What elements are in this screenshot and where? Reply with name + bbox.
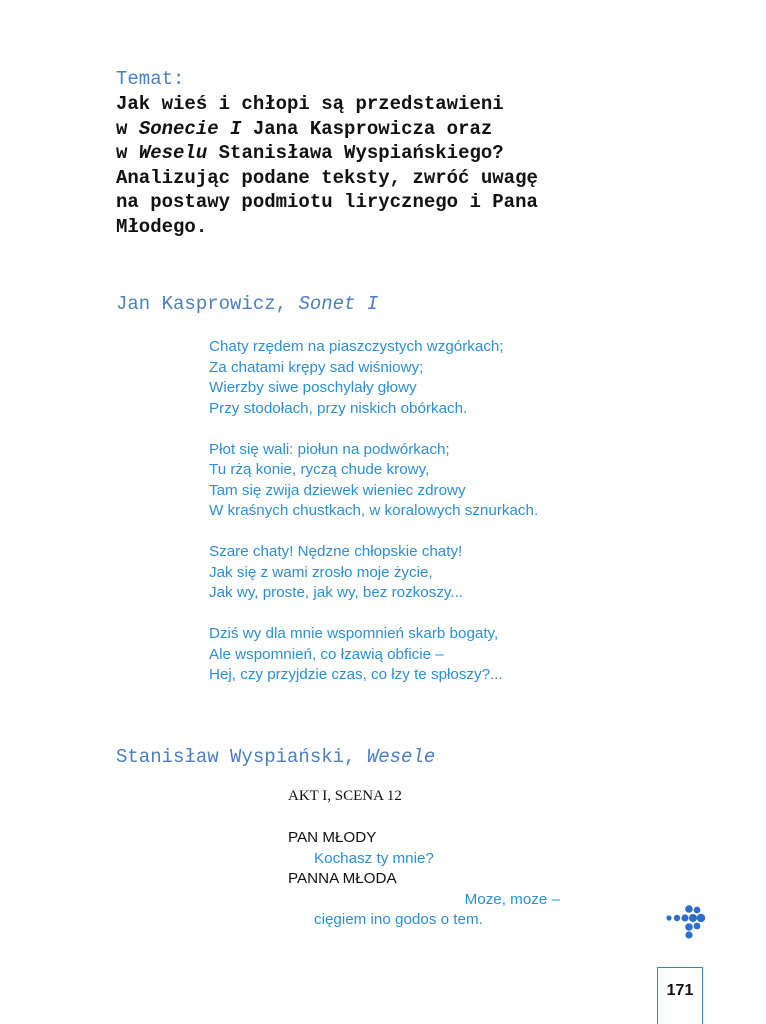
wesele-title: Wesele (366, 746, 436, 768)
question-text: w (116, 117, 139, 140)
sonnet-title: Sonet I (298, 293, 379, 315)
dots-arrow-icon (664, 902, 706, 940)
topic-label: Temat: (116, 68, 185, 90)
question-line (116, 190, 676, 215)
sonnet-author: Jan Kasprowicz, (116, 293, 299, 315)
stanza (209, 542, 538, 604)
question-line (116, 215, 676, 240)
sonnet-heading (116, 293, 378, 315)
question-text: Młodego. (116, 215, 208, 238)
question-line (116, 117, 676, 142)
dot (674, 915, 680, 921)
speech-line: Kochasz ty mnie? (314, 849, 434, 867)
question-text: na postawy podmiotu lirycznego i Pana (116, 191, 538, 214)
stanza (209, 624, 538, 686)
question-line (116, 166, 676, 191)
page-number: 171 (666, 982, 694, 999)
verse-line: Przy stodołach, przy niskich obórkach. (209, 399, 468, 417)
question-text: Analizując podane teksty, zwróć uwagę (116, 166, 538, 189)
verse-line: Tu rżą konie, ryczą chude krowy, (209, 461, 430, 478)
question-italic-title: Weselu (138, 142, 208, 165)
sonnet-poem (209, 337, 538, 706)
dot (689, 914, 697, 922)
dot (685, 923, 693, 931)
dot (694, 907, 701, 914)
verse-line: Szare chaty! Nędzne chłopskie chaty! (209, 543, 463, 560)
topic-question (116, 92, 676, 240)
verse-line: W kraśnych chustkach, w koralowych sznurkach. (209, 502, 539, 519)
verse-line: Dziś wy dla mnie wspomnień skarb bogaty, (209, 625, 499, 642)
dot (685, 905, 693, 913)
wesele-author: Stanisław Wyspiański, (116, 746, 367, 768)
dot (685, 931, 692, 938)
verse-line: Chaty rzędem na piaszczystych wzgórkach; (209, 338, 504, 355)
verse-line: Jak się z wami zrosło moje życie, (209, 563, 433, 581)
verse-line: Tam się zwija dziewek wieniec zdrowy (209, 481, 466, 499)
question-text: Stanisława Wyspiańskiego? (207, 142, 504, 165)
stanza (209, 337, 538, 419)
dot (681, 914, 688, 921)
question-italic-title: Sonecie I (138, 117, 242, 140)
speech-line: Moze, moze – (464, 890, 560, 908)
dot (697, 914, 705, 922)
question-text: Jana Kasprowicza oraz (241, 117, 493, 140)
verse-line: Ale wspomnień, co łzawią obficie – (209, 645, 444, 663)
speaker-name: PANNA MŁODA (288, 870, 397, 887)
question-text: w (116, 142, 139, 165)
question-line (116, 141, 676, 166)
verse-line: Wierzby siwe poschylały głowy (209, 379, 417, 396)
drama-dialogue (288, 828, 588, 931)
speech-line: cięgiem ino godos o tem. (314, 911, 483, 928)
stanza (209, 440, 538, 522)
wesele-heading (116, 746, 435, 768)
speaker-name: PAN MŁODY (288, 829, 377, 846)
verse-line: Jak wy, proste, jak wy, bez rozkoszy... (209, 584, 464, 601)
dot (694, 923, 701, 930)
verse-line: Hej, czy przyjdzie czas, co łzy te spłoszy?... (209, 666, 503, 683)
verse-line: Płot się wali: piołun na podwórkach; (209, 440, 450, 458)
question-text: Jak wieś i chłopi są przedstawieni (116, 93, 504, 115)
question-line (116, 92, 676, 117)
dot (666, 915, 671, 920)
verse-line: Za chatami krępy sad wiśniowy; (209, 358, 424, 376)
act-scene-heading: AKT I, SCENA 12 (288, 788, 402, 804)
